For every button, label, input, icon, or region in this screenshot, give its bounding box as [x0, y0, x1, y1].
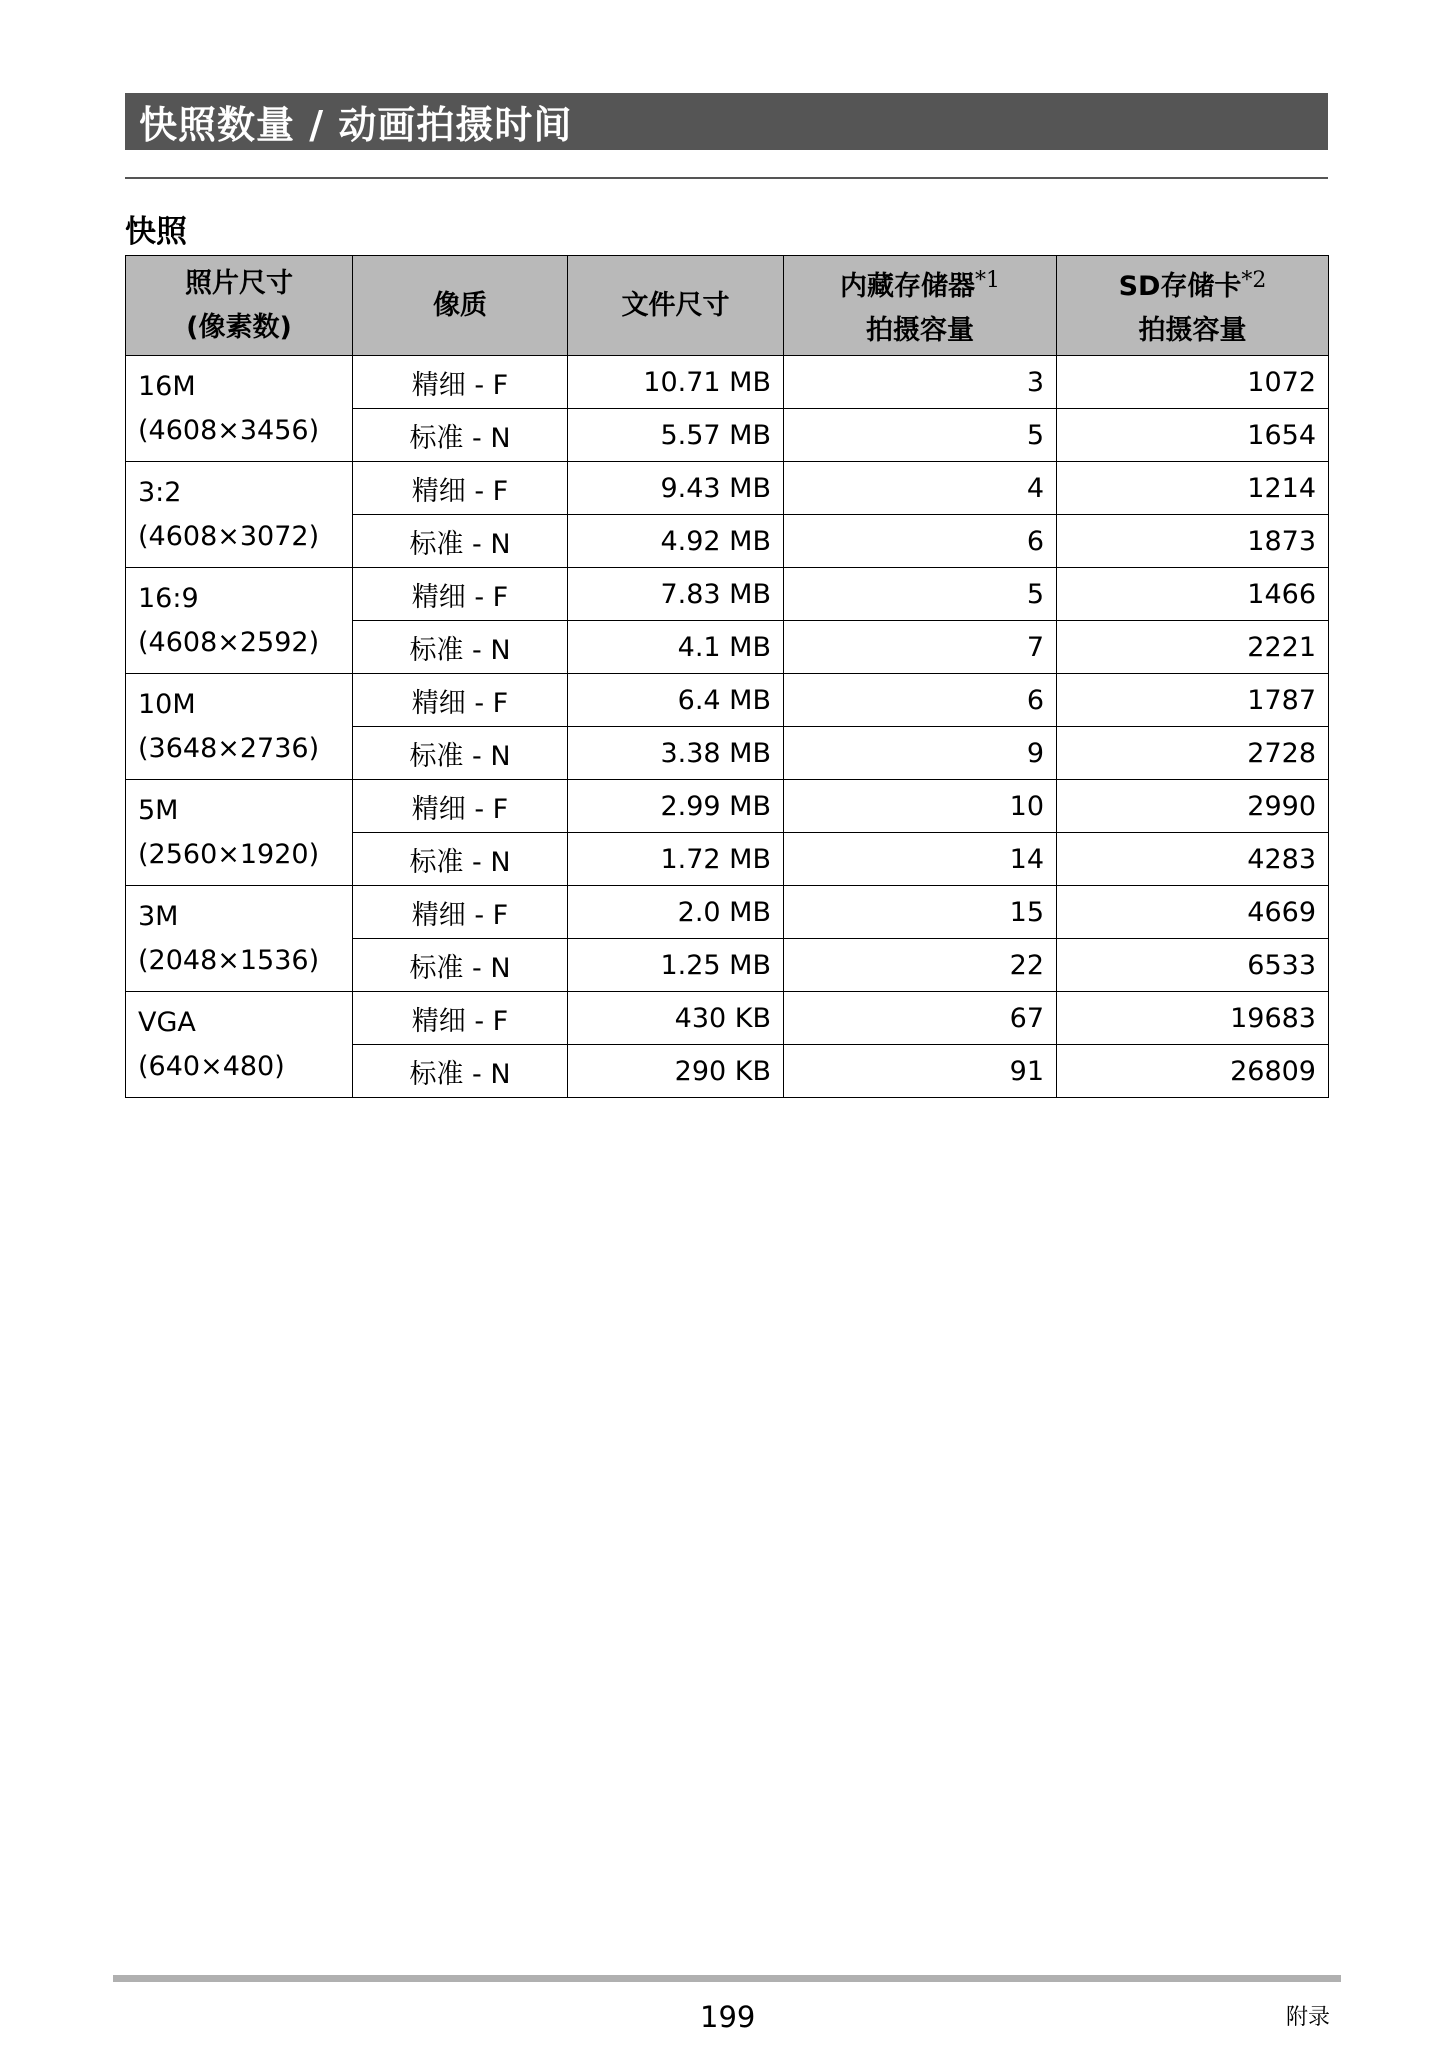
internal-capacity-cell: 14	[784, 833, 1057, 886]
quality-cell: 标准 - N	[353, 833, 568, 886]
pixel-count-label: (640×480)	[138, 1050, 285, 1082]
header-label: 文件尺寸	[621, 289, 730, 321]
header-sd-card	[1057, 256, 1329, 356]
footer-divider	[113, 1975, 1341, 1982]
quality-cell: 标准 - N	[353, 939, 568, 992]
image-size-label: 5M	[138, 794, 179, 826]
header-label: 像质	[433, 289, 487, 321]
image-size-label: 10M	[138, 688, 196, 720]
page-number: 199	[700, 2000, 756, 2034]
pixel-count-label: (2048×1536)	[138, 944, 320, 976]
quality-cell: 精细 - F	[353, 568, 568, 621]
table-row	[126, 462, 1329, 515]
footer-section-label: 附录	[1286, 2005, 1331, 2030]
pixel-count-label: (3648×2736)	[138, 732, 320, 764]
internal-capacity-cell: 15	[784, 886, 1057, 939]
table-row	[126, 886, 1329, 939]
table-row	[126, 992, 1329, 1045]
image-size-label: 3M	[138, 900, 179, 932]
image-size-cell	[126, 886, 353, 992]
image-size-cell	[126, 992, 353, 1098]
quality-cell: 精细 - F	[353, 674, 568, 727]
snapshot-capacity-table	[125, 255, 1329, 1098]
table-row	[126, 568, 1329, 621]
internal-capacity-cell: 91	[784, 1045, 1057, 1098]
header-file-size	[568, 256, 784, 356]
sd-capacity-cell: 2728	[1057, 727, 1329, 780]
sd-capacity-cell: 19683	[1057, 992, 1329, 1045]
file-size-cell: 9.43 MB	[568, 462, 784, 515]
file-size-cell: 3.38 MB	[568, 727, 784, 780]
file-size-cell: 7.83 MB	[568, 568, 784, 621]
sd-capacity-cell: 1466	[1057, 568, 1329, 621]
image-size-cell	[126, 568, 353, 674]
header-label: 拍摄容量	[1138, 314, 1247, 346]
sd-capacity-cell: 1072	[1057, 356, 1329, 409]
quality-cell: 精细 - F	[353, 462, 568, 515]
pixel-count-label: (2560×1920)	[138, 838, 320, 870]
sd-capacity-cell: 1873	[1057, 515, 1329, 568]
sd-capacity-cell: 1787	[1057, 674, 1329, 727]
file-size-cell: 4.92 MB	[568, 515, 784, 568]
quality-cell: 标准 - N	[353, 515, 568, 568]
file-size-cell: 5.57 MB	[568, 409, 784, 462]
image-size-cell	[126, 356, 353, 462]
image-size-label: 16M	[138, 370, 196, 402]
quality-cell: 精细 - F	[353, 356, 568, 409]
header-label: (像素数)	[186, 311, 292, 343]
file-size-cell: 2.0 MB	[568, 886, 784, 939]
sd-capacity-cell: 2221	[1057, 621, 1329, 674]
table-row	[126, 780, 1329, 833]
sd-capacity-cell: 2990	[1057, 780, 1329, 833]
image-size-label: VGA	[138, 1006, 196, 1038]
internal-capacity-cell: 6	[784, 515, 1057, 568]
header-label: SD存储卡	[1118, 270, 1242, 302]
quality-cell: 标准 - N	[353, 727, 568, 780]
image-size-cell	[126, 674, 353, 780]
internal-capacity-cell: 3	[784, 356, 1057, 409]
sd-capacity-cell: 6533	[1057, 939, 1329, 992]
quality-cell: 精细 - F	[353, 992, 568, 1045]
image-size-cell	[126, 462, 353, 568]
pixel-count-label: (4608×3456)	[138, 414, 320, 446]
table-row	[126, 356, 1329, 409]
header-label: 内藏存储器	[840, 270, 975, 302]
footnote-marker: *2	[1241, 267, 1267, 293]
internal-capacity-cell: 67	[784, 992, 1057, 1045]
page-title-bar	[125, 93, 1328, 150]
section-title: 快照	[125, 214, 187, 250]
header-label: 照片尺寸	[185, 267, 293, 299]
quality-cell: 标准 - N	[353, 621, 568, 674]
file-size-cell: 430 KB	[568, 992, 784, 1045]
image-size-cell	[126, 780, 353, 886]
file-size-cell: 1.25 MB	[568, 939, 784, 992]
image-size-label: 16:9	[138, 582, 199, 614]
file-size-cell: 1.72 MB	[568, 833, 784, 886]
sd-capacity-cell: 26809	[1057, 1045, 1329, 1098]
pixel-count-label: (4608×2592)	[138, 626, 320, 658]
title-divider	[125, 177, 1328, 179]
internal-capacity-cell: 9	[784, 727, 1057, 780]
sd-capacity-cell: 1654	[1057, 409, 1329, 462]
internal-capacity-cell: 6	[784, 674, 1057, 727]
footnote-marker: *1	[975, 267, 1000, 293]
internal-capacity-cell: 10	[784, 780, 1057, 833]
file-size-cell: 10.71 MB	[568, 356, 784, 409]
quality-cell: 标准 - N	[353, 409, 568, 462]
image-size-label: 3:2	[138, 476, 182, 508]
quality-cell: 精细 - F	[353, 780, 568, 833]
header-label: 拍摄容量	[866, 314, 974, 346]
internal-capacity-cell: 7	[784, 621, 1057, 674]
header-internal-memory	[784, 256, 1057, 356]
header-image-size	[126, 256, 353, 356]
file-size-cell: 6.4 MB	[568, 674, 784, 727]
sd-capacity-cell: 4669	[1057, 886, 1329, 939]
pixel-count-label: (4608×3072)	[138, 520, 320, 552]
internal-capacity-cell: 22	[784, 939, 1057, 992]
quality-cell: 标准 - N	[353, 1045, 568, 1098]
file-size-cell: 290 KB	[568, 1045, 784, 1098]
internal-capacity-cell: 4	[784, 462, 1057, 515]
file-size-cell: 2.99 MB	[568, 780, 784, 833]
internal-capacity-cell: 5	[784, 409, 1057, 462]
file-size-cell: 4.1 MB	[568, 621, 784, 674]
table-header-row	[126, 256, 1329, 356]
header-quality	[353, 256, 568, 356]
table-body	[126, 356, 1329, 1098]
page-title: 快照数量 / 动画拍摄时间	[139, 103, 573, 147]
table-row	[126, 674, 1329, 727]
sd-capacity-cell: 4283	[1057, 833, 1329, 886]
quality-cell: 精细 - F	[353, 886, 568, 939]
sd-capacity-cell: 1214	[1057, 462, 1329, 515]
internal-capacity-cell: 5	[784, 568, 1057, 621]
